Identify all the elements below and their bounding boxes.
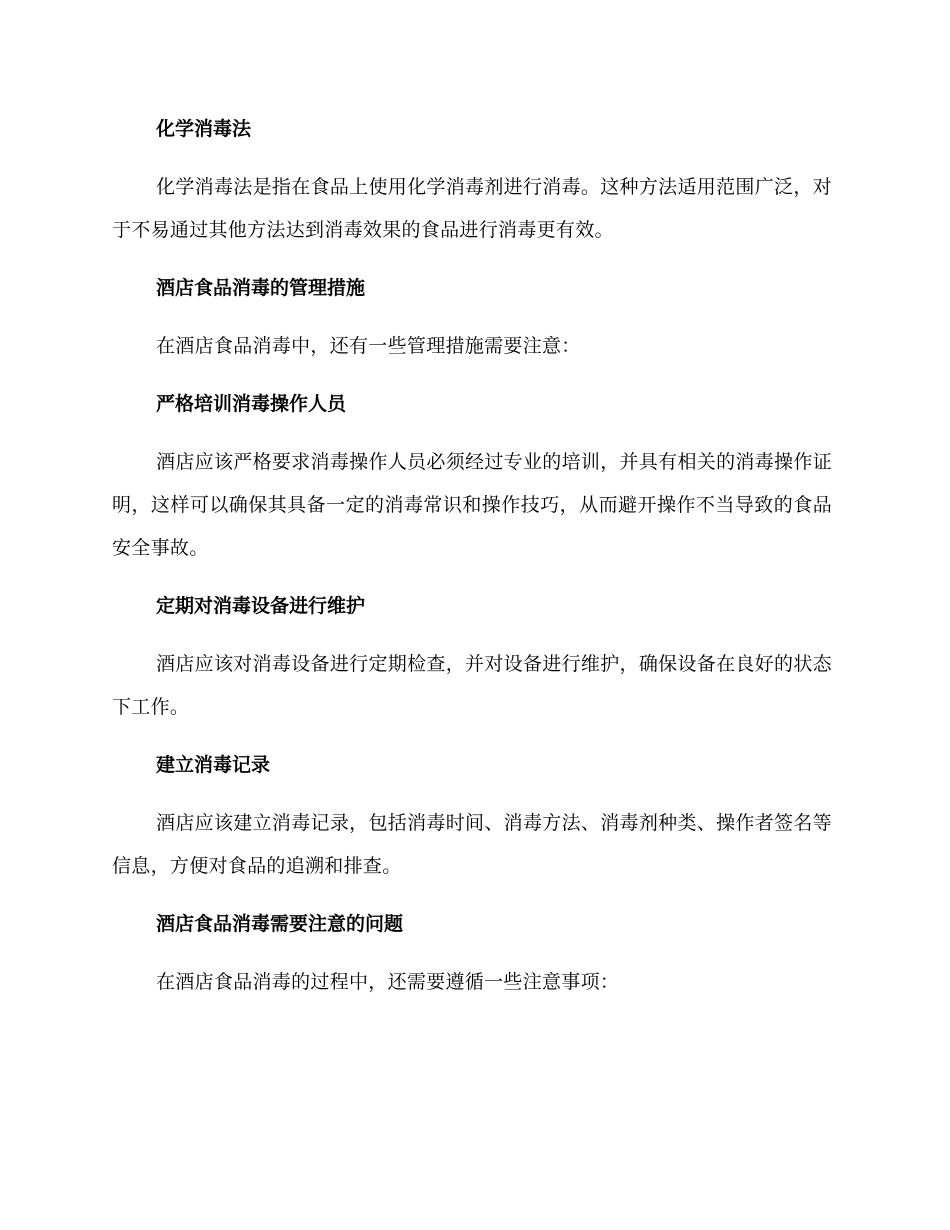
section-heading-precautions: 酒店食品消毒需要注意的问题 bbox=[156, 913, 404, 935]
section-heading-management-measures: 酒店食品消毒的管理措施 bbox=[156, 277, 366, 299]
paragraph-staff-training: 酒店应该严格要求消毒操作人员必须经过专业的培训，并具有相关的消毒操作证明，这样可以确保其具备一定的消毒常识和操作技巧，从而避开操作不当导致的食品安全事故。 bbox=[112, 451, 832, 559]
paragraph-precautions-intro: 在酒店食品消毒的过程中，还需要遵循一些注意事项： bbox=[156, 971, 620, 993]
section-heading-staff-training: 严格培训消毒操作人员 bbox=[156, 393, 347, 415]
document-body bbox=[112, 108, 832, 1019]
paragraph-equipment-maintenance: 酒店应该对消毒设备进行定期检查，并对设备进行维护，确保设备在良好的状态下工作。 bbox=[112, 653, 832, 718]
paragraph-chemical-disinfection: 化学消毒法是指在食品上使用化学消毒剂进行消毒。这种方法适用范围广泛，对于不易通过其他方法达到消毒效果的食品进行消毒更有效。 bbox=[112, 176, 832, 241]
paragraph-management-intro: 在酒店食品消毒中，还有一些管理措施需要注意： bbox=[156, 335, 581, 357]
section-heading-disinfection-records: 建立消毒记录 bbox=[156, 754, 271, 776]
section-heading-chemical-disinfection: 化学消毒法 bbox=[156, 118, 252, 140]
paragraph-disinfection-records: 酒店应该建立消毒记录，包括消毒时间、消毒方法、消毒剂种类、操作者签名等信息，方便对食品的追溯和排查。 bbox=[112, 812, 832, 877]
section-heading-equipment-maintenance: 定期对消毒设备进行维护 bbox=[156, 595, 366, 617]
